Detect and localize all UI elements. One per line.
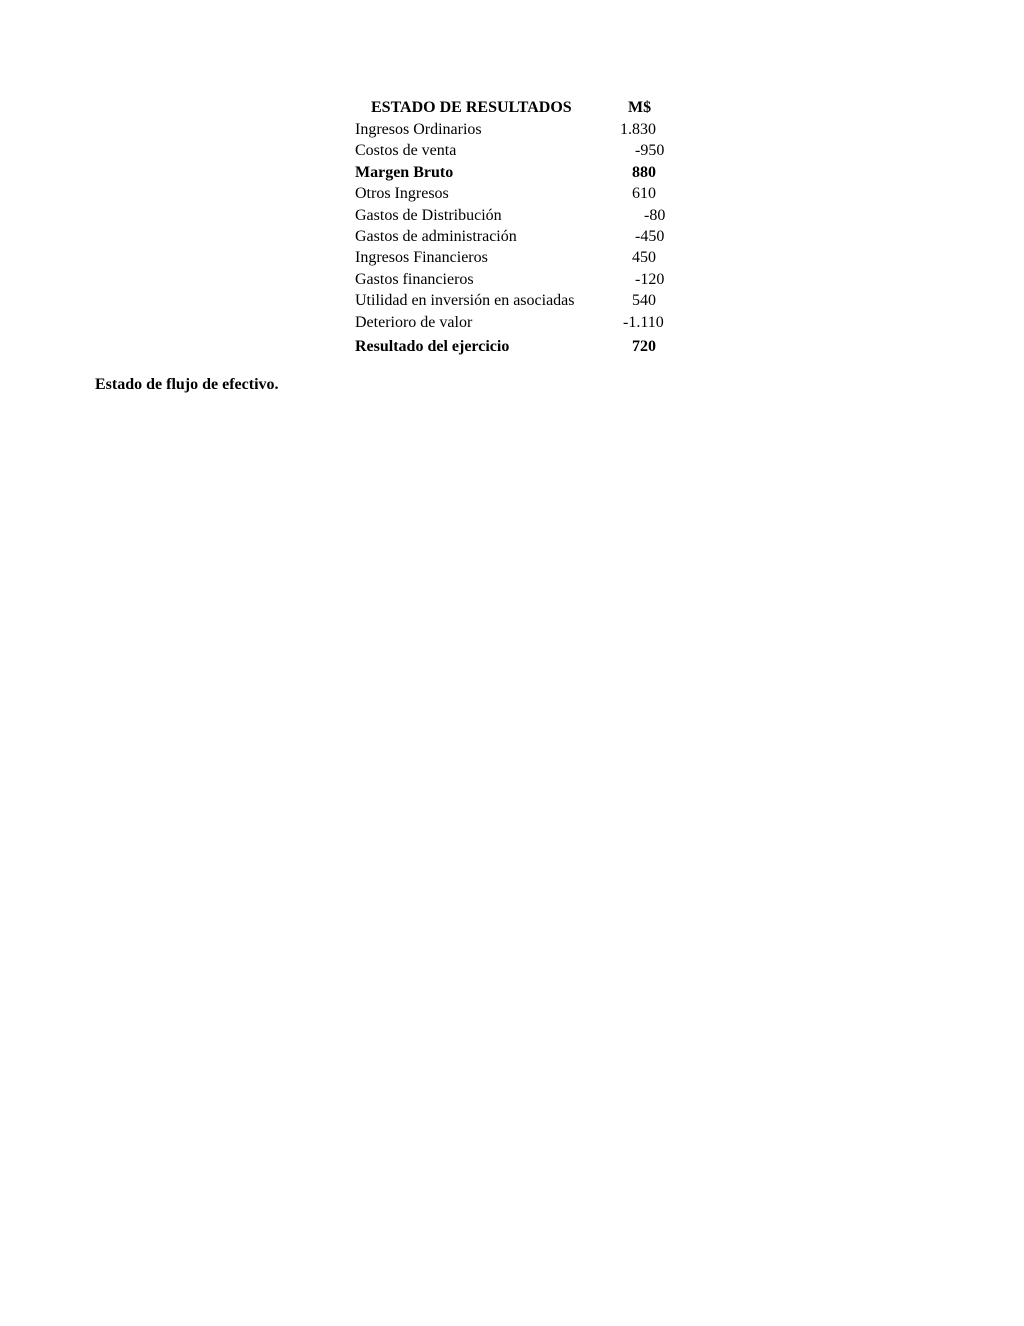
row-label: Costos de venta [355, 142, 457, 160]
row-label: Margen Bruto [355, 163, 454, 181]
row-label: Utilidad en inversión en asociadas [355, 292, 575, 310]
row-label: Gastos de Distribución [355, 206, 502, 224]
income-statement-header [355, 97, 695, 119]
income-statement-table [355, 97, 695, 357]
table-row-deterioro-de-valor [355, 312, 695, 333]
table-row-resultado-del-ejercicio [355, 336, 695, 357]
table-row-gastos-de-administracion [355, 226, 695, 247]
table-row-utilidad-inversion-asociadas [355, 290, 695, 311]
row-label: Resultado del ejercicio [355, 337, 510, 355]
row-label: Gastos financieros [355, 270, 474, 288]
row-label: Otros Ingresos [355, 185, 449, 203]
table-row-gastos-financieros [355, 269, 695, 290]
row-value: -450 [635, 227, 665, 245]
row-value: 720 [632, 337, 656, 355]
row-value: 450 [632, 249, 656, 267]
row-value: 1.830 [620, 121, 656, 138]
row-value: 540 [632, 292, 656, 310]
currency-unit-header: M$ [628, 99, 652, 116]
table-row-costos-de-venta [355, 140, 695, 161]
row-label: Gastos de administración [355, 227, 517, 245]
row-label: Deterioro de valor [355, 313, 473, 331]
table-row-otros-ingresos [355, 183, 695, 204]
row-value: 880 [632, 163, 656, 181]
income-statement-title: ESTADO DE RESULTADOS [371, 99, 572, 116]
row-value: -1.110 [623, 313, 664, 331]
table-row-margen-bruto [355, 162, 695, 183]
row-value: -950 [635, 142, 665, 160]
table-row-gastos-de-distribucion [355, 205, 695, 226]
row-label: Ingresos Financieros [355, 249, 488, 267]
row-label: Ingresos Ordinarios [355, 121, 482, 138]
cash-flow-heading: Estado de flujo de efectivo. [95, 376, 279, 393]
table-row-ingresos-ordinarios [355, 119, 695, 140]
row-value: 610 [632, 185, 656, 203]
table-row-ingresos-financieros [355, 247, 695, 268]
row-value: -120 [635, 270, 665, 288]
row-value: -80 [644, 206, 666, 224]
